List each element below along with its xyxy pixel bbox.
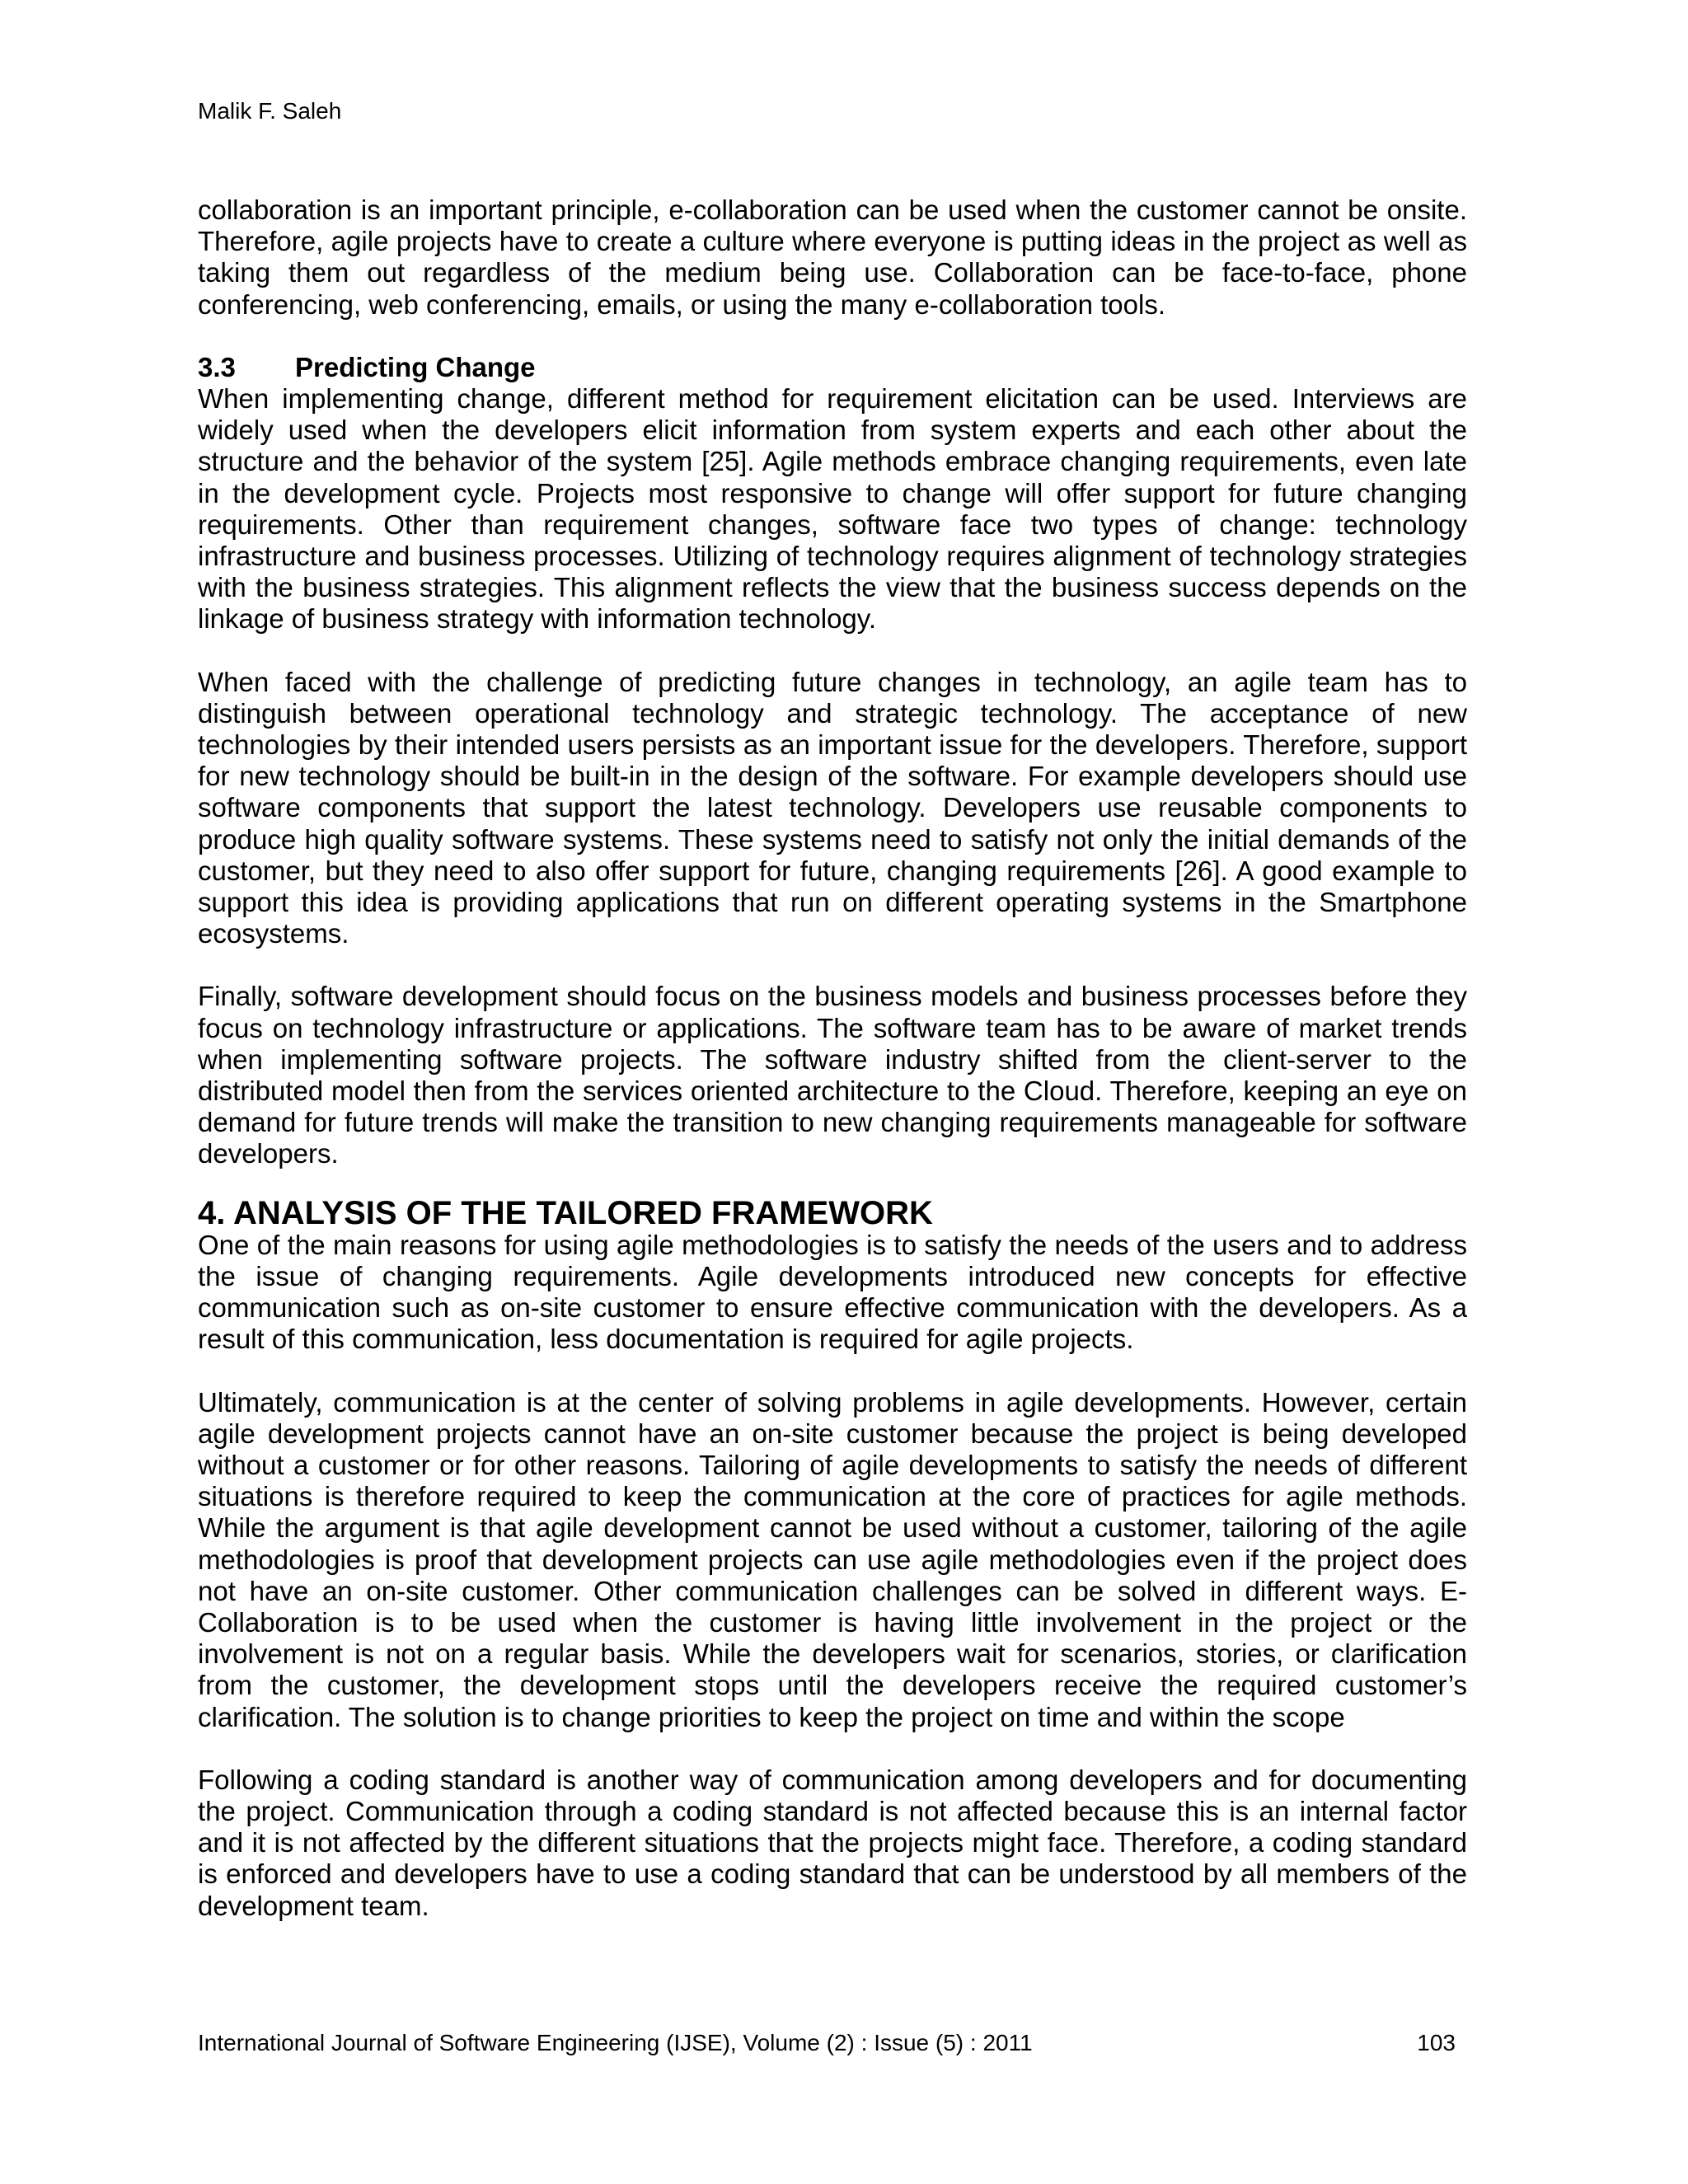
page-number: 103 xyxy=(1417,2030,1456,2055)
section-title: Predicting Change xyxy=(295,351,536,382)
running-header-author: Malik F. Saleh xyxy=(198,98,342,124)
page-body xyxy=(198,194,1467,1922)
intro-paragraph: collaboration is an important principle, e-collaboration can be used when the customer cannot be onsite. Therefore, agile projects have to create a culture where everyone is putting ideas in the project as well as taking them out regardless of the medium being use. Collaboration can be face-to-face, phone conferencing, web conferencing, emails, or using the many e-collaboration tools. xyxy=(198,194,1467,320)
section-3-3-paragraph-2: When faced with the challenge of predicting future changes in technology, an agile team has to distinguish between operational technology and strategic technology. The acceptance of new technologies by their intended users persists as an important issue for the developers. Therefore, support for new technology should be built-in in the design of the software. For example developers should use software components that support the latest technology. Developers use reusable components to produce high quality software systems. These systems need to satisfy not only the initial demands of the customer, but they need to also offer support for future, changing requirements [26]. A good example to support this idea is providing applications that run on different operating systems in the Smartphone ecosystems. xyxy=(198,666,1467,949)
section-4-paragraph-2: Ultimately, communication is at the center of solving problems in agile developments. However, certain agile development projects cannot have an on-site customer because the project is being developed without a customer or for other reasons. Tailoring of agile developments to satisfy the needs of different situations is therefore required to keep the communication at the core of practices for agile methods. While the argument is that agile development cannot be used without a customer, tailoring of the agile methodologies is proof that development projects can use agile methodologies even if the project does not have an on-site customer. Other communication challenges can be solved in different ways. E-Collaboration is to be used when the customer is having little involvement in the project or the involvement is not on a regular basis. While the developers wait for scenarios, stories, or clarification from the customer, the development stops until the developers receive the required customer’s clarification. The solution is to change priorities to keep the project on time and within the scope xyxy=(198,1386,1467,1732)
section-number: 3.3 xyxy=(198,351,236,382)
section-3-3-heading xyxy=(198,352,1467,383)
page-footer xyxy=(198,2029,1456,2057)
section-3-3-paragraph-3: Finally, software development should focus on the business models and business processes before they focus on technology infrastructure or applications. The software team has to be aware of market trends when implementing software projects. The software industry shifted from the client-server to the distributed model then from the services oriented architecture to the Cloud. Therefore, keeping an eye on demand for future trends will make the transition to new changing requirements manageable for software developers. xyxy=(198,981,1467,1169)
section-4-paragraph-3: Following a coding standard is another way of communication among developers and for documenting the project. Communication through a coding standard is not affected because this is an internal factor and it is not affected by the different situations that the projects might face. Therefore, a coding standard is enforced and developers have to use a coding standard that can be understood by all members of the development team. xyxy=(198,1764,1467,1921)
section-4-paragraph-1: One of the main reasons for using agile methodologies is to satisfy the needs of the users and to address the issue of changing requirements. Agile developments introduced new concepts for effective communication such as on-site customer to ensure effective communication with the developers. As a result of this communication, less documentation is required for agile projects. xyxy=(198,1229,1467,1355)
journal-citation: International Journal of Software Engineering (IJSE), Volume (2) : Issue (5) : 2011 xyxy=(198,2030,1033,2055)
section-4-heading: 4. ANALYSIS OF THE TAILORED FRAMEWORK xyxy=(198,1194,933,1231)
section-3-3-paragraph-1: When implementing change, different method for requirement elicitation can be used. Interviews are widely used when the developers elicit information from system experts and each other about the structure and the behavior of the system [25]. Agile methods embrace changing requirements, even late in the development cycle. Projects most responsive to change will offer support for future changing requirements. Other than requirement changes, software face two types of change: technology infrastructure and business processes. Utilizing of technology requires alignment of technology strategies with the business strategies. This alignment reflects the view that the business success depends on the linkage of business strategy with information technology. xyxy=(198,383,1467,635)
